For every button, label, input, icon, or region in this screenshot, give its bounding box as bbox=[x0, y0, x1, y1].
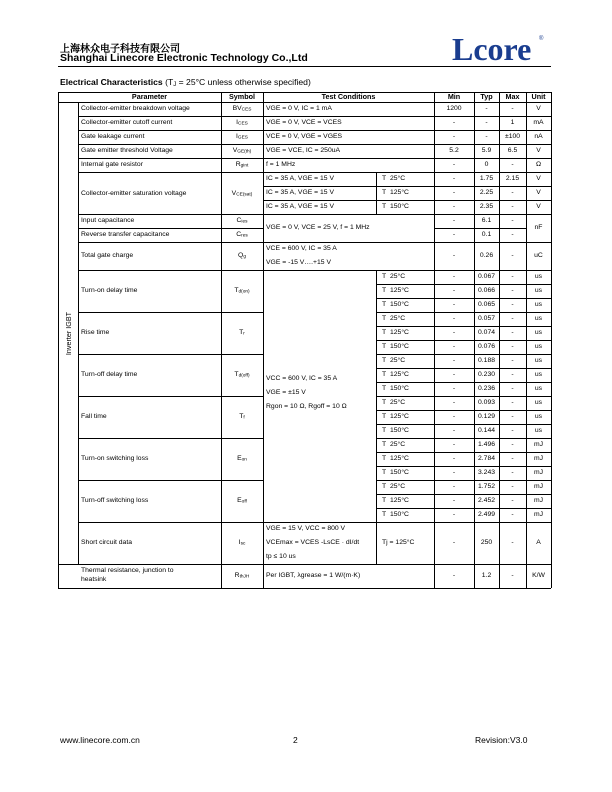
min-3: 5.2 bbox=[449, 147, 459, 154]
unit-3: V bbox=[536, 147, 541, 154]
switching-tj-label-1-2: T bbox=[382, 343, 387, 350]
table-rule-h bbox=[78, 116, 551, 117]
switching-max-3-2: - bbox=[511, 427, 514, 434]
table-rule-h bbox=[376, 438, 551, 439]
switching-unit-4-1: mJ bbox=[533, 455, 544, 462]
switching-tj-label-5-1: T bbox=[382, 497, 387, 504]
column-header-symbol: Symbol bbox=[229, 92, 255, 101]
switching-min-3-2: - bbox=[452, 427, 456, 434]
switching-typ-5-1: 2.452 bbox=[477, 497, 496, 504]
switching-unit-2-1: us bbox=[534, 371, 543, 378]
thermal-condition: Per IGBT, λgrease = 1 W/(m·K) bbox=[266, 572, 361, 579]
vcesat-typ-2: 2.35 bbox=[479, 203, 494, 210]
sc-min: - bbox=[452, 539, 456, 546]
switching-max-2-2: - bbox=[511, 385, 514, 392]
cies-min: - bbox=[452, 217, 456, 224]
table-rule-h bbox=[78, 144, 551, 145]
switching-unit-3-1: us bbox=[534, 413, 543, 420]
max-1: 1 bbox=[510, 119, 515, 126]
table-rule-h bbox=[58, 92, 551, 93]
switching-unit-1-1: us bbox=[534, 329, 543, 336]
cres-max: - bbox=[511, 231, 514, 238]
cres-typ: 0.1 bbox=[481, 231, 492, 238]
switching-tj-label-1-0: T bbox=[382, 315, 387, 322]
company-name-chinese: 上海林众电子科技有限公司 bbox=[60, 44, 180, 55]
switching-max-2-1: - bbox=[511, 371, 514, 378]
switching-unit-3-2: us bbox=[534, 427, 543, 434]
switching-unit-0-1: us bbox=[534, 287, 543, 294]
symbol-2: $I_{GES}$ bbox=[236, 133, 248, 141]
switching-unit-5-2: mJ bbox=[533, 511, 544, 518]
table-rule-h bbox=[78, 228, 263, 229]
column-header-min: Min bbox=[447, 92, 461, 101]
column-header-parameter: Parameter bbox=[131, 92, 168, 101]
switching-max-5-0: - bbox=[511, 483, 514, 490]
thermal-unit: K/W bbox=[532, 572, 545, 579]
param-input-capacitance: Input capacitance bbox=[81, 217, 135, 224]
switching-tj-5-0: 25°C bbox=[390, 483, 406, 490]
unit-2: nA bbox=[534, 133, 543, 140]
vcesat-tj-label-0: T bbox=[382, 175, 387, 182]
qg-condition-2: VGE = -15 V….+15 V bbox=[266, 259, 331, 266]
switching-min-1-0: - bbox=[452, 315, 456, 322]
switching-typ-5-0: 1.752 bbox=[477, 483, 496, 490]
min-2: - bbox=[452, 133, 456, 140]
table-rule-h bbox=[78, 438, 263, 439]
qg-max: - bbox=[511, 252, 514, 259]
vcesat-max-2: - bbox=[511, 203, 514, 210]
table-rule-v bbox=[474, 92, 475, 588]
param-4: Internal gate resistor bbox=[81, 161, 143, 168]
min-1: - bbox=[452, 119, 456, 126]
typ-2: - bbox=[485, 133, 488, 140]
vcesat-tj-1: 125°C bbox=[390, 189, 409, 196]
qg-condition-1: VCE = 600 V, IC = 35 A bbox=[266, 245, 337, 252]
switching-typ-5-2: 2.499 bbox=[477, 511, 496, 518]
symbol-cies: $C_{ies}$ bbox=[236, 217, 248, 225]
table-rule-h bbox=[376, 410, 551, 411]
param-thermal-resistance-2: heatsink bbox=[81, 576, 107, 583]
table-rule-h bbox=[58, 564, 551, 565]
switching-typ-1-1: 0.074 bbox=[477, 329, 496, 336]
table-rule-v bbox=[376, 172, 377, 214]
switching-max-0-1: - bbox=[511, 287, 514, 294]
typ-3: 5.9 bbox=[481, 147, 492, 154]
vcesat-max-0: 2.15 bbox=[505, 175, 520, 182]
switching-typ-4-2: 3.243 bbox=[477, 469, 496, 476]
condition-2: VCE = 0 V, VGE = VGES bbox=[266, 133, 343, 140]
table-rule-h bbox=[78, 396, 263, 397]
capacitance-condition: VGE = 0 V, VCE = 25 V, f = 1 MHz bbox=[266, 224, 370, 231]
switching-tj-5-1: 125°C bbox=[390, 497, 409, 504]
switching-tj-0-0: 25°C bbox=[390, 273, 406, 280]
switching-typ-2-0: 0.188 bbox=[477, 357, 496, 364]
switching-typ-3-2: 0.144 bbox=[477, 427, 496, 434]
vcesat-typ-1: 2.25 bbox=[479, 189, 494, 196]
switching-min-4-2: - bbox=[452, 469, 456, 476]
switching-unit-2-2: us bbox=[534, 385, 543, 392]
switching-tj-label-4-2: T bbox=[382, 469, 387, 476]
symbol-isc: $I_{sc}$ bbox=[238, 539, 246, 547]
switching-typ-4-0: 1.496 bbox=[477, 441, 496, 448]
switching-typ-3-0: 0.093 bbox=[477, 399, 496, 406]
switching-tj-label-0-0: T bbox=[382, 273, 387, 280]
symbol-4: $R_{gint}$ bbox=[235, 161, 249, 169]
capacitance-unit: nF bbox=[534, 224, 543, 231]
table-rule-h bbox=[78, 270, 551, 271]
table-rule-h bbox=[78, 158, 551, 159]
switching-tj-0-2: 150°C bbox=[390, 301, 409, 308]
sc-unit: A bbox=[536, 539, 541, 546]
qg-min: - bbox=[452, 252, 456, 259]
switching-condition-1: VCC = 600 V, IC = 35 A bbox=[266, 375, 338, 382]
switching-condition-2: VGE = ±15 V bbox=[266, 389, 306, 396]
cies-max: - bbox=[511, 217, 514, 224]
switching-unit-0-2: us bbox=[534, 301, 543, 308]
param-total-gate-charge: Total gate charge bbox=[81, 252, 134, 259]
sc-condition-1: VGE = 15 V, VCC = 800 V bbox=[266, 525, 346, 532]
vcesat-condition-2: IC = 35 A, VGE = 15 V bbox=[266, 203, 335, 210]
switching-tj-4-1: 125°C bbox=[390, 455, 409, 462]
switching-min-5-1: - bbox=[452, 497, 456, 504]
typ-4: 0 bbox=[484, 161, 489, 168]
thermal-typ: 1.2 bbox=[481, 572, 492, 579]
logo-text: Lcore bbox=[452, 31, 532, 67]
max-2: ±100 bbox=[504, 133, 521, 140]
switching-param-0: Turn-on delay time bbox=[81, 287, 138, 294]
switching-tj-label-1-1: T bbox=[382, 329, 387, 336]
switching-min-0-0: - bbox=[452, 273, 456, 280]
switching-tj-3-0: 25°C bbox=[390, 399, 406, 406]
min-0: 1200 bbox=[446, 105, 462, 112]
linecore-logo bbox=[448, 30, 548, 68]
company-name-english: Shanghai Linecore Electronic Technology Co.,Ltd bbox=[60, 52, 308, 64]
switching-tj-label-3-2: T bbox=[382, 427, 387, 434]
max-0: - bbox=[511, 105, 514, 112]
table-rule-h bbox=[376, 452, 551, 453]
table-rule-h bbox=[78, 242, 551, 243]
thermal-max: - bbox=[511, 572, 514, 579]
vcesat-condition-0: IC = 35 A, VGE = 15 V bbox=[266, 175, 335, 182]
sc-tj: Tj = 125°C bbox=[382, 539, 415, 546]
sc-max: - bbox=[511, 539, 514, 546]
table-rule-v bbox=[263, 92, 264, 588]
switching-tj-1-2: 150°C bbox=[390, 343, 409, 350]
table-rule-h bbox=[78, 130, 551, 131]
vcesat-param: Collector-emitter saturation voltage bbox=[81, 190, 187, 197]
switching-unit-4-2: mJ bbox=[533, 469, 544, 476]
table-rule-h bbox=[376, 298, 551, 299]
table-rule-h bbox=[78, 312, 263, 313]
switching-param-5: Turn-off switching loss bbox=[81, 497, 149, 504]
sc-typ: 250 bbox=[480, 539, 493, 546]
table-rule-v bbox=[78, 102, 79, 564]
table-rule-h bbox=[376, 284, 551, 285]
switching-tj-label-3-1: T bbox=[382, 413, 387, 420]
switching-unit-1-2: us bbox=[534, 343, 543, 350]
switching-max-5-1: - bbox=[511, 497, 514, 504]
switching-unit-1-0: us bbox=[534, 315, 543, 322]
switching-tj-3-1: 125°C bbox=[390, 413, 409, 420]
table-rule-h bbox=[263, 200, 551, 201]
switching-max-5-2: - bbox=[511, 511, 514, 518]
switching-min-3-1: - bbox=[452, 413, 456, 420]
table-rule-h bbox=[376, 396, 551, 397]
switching-param-4: Turn-on switching loss bbox=[81, 455, 149, 462]
switching-tj-2-0: 25°C bbox=[390, 357, 406, 364]
switching-tj-label-5-2: T bbox=[382, 511, 387, 518]
table-rule-h bbox=[376, 312, 551, 313]
symbol-3: $V_{GE(th)}$ bbox=[232, 147, 252, 155]
table-rule-h bbox=[376, 354, 551, 355]
table-rule-h bbox=[58, 102, 551, 103]
table-rule-h bbox=[376, 494, 551, 495]
electrical-characteristics-table bbox=[58, 92, 552, 602]
typ-0: - bbox=[485, 105, 488, 112]
table-rule-v bbox=[434, 92, 435, 588]
condition-0: VGE = 0 V, IC = 1 mA bbox=[266, 105, 332, 112]
switching-unit-3-0: us bbox=[534, 399, 543, 406]
switching-tj-label-2-2: T bbox=[382, 385, 387, 392]
footer-page-number: 2 bbox=[293, 735, 298, 745]
switching-min-4-0: - bbox=[452, 441, 456, 448]
switching-unit-5-0: mJ bbox=[533, 483, 544, 490]
switching-tj-2-2: 150°C bbox=[390, 385, 409, 392]
switching-min-2-2: - bbox=[452, 385, 456, 392]
symbol-0: $BV_{CES}$ bbox=[232, 105, 252, 113]
table-rule-h bbox=[376, 508, 551, 509]
vcesat-tj-label-2: T bbox=[382, 203, 387, 210]
table-rule-h bbox=[376, 326, 551, 327]
switching-tj-0-1: 125°C bbox=[390, 287, 409, 294]
switching-max-1-2: - bbox=[511, 343, 514, 350]
table-rule-h bbox=[78, 354, 263, 355]
qg-unit: uC bbox=[534, 252, 543, 259]
table-rule-v bbox=[376, 522, 377, 564]
table-rule-h bbox=[376, 382, 551, 383]
max-3: 6.5 bbox=[507, 147, 518, 154]
symbol-rthjh: $R_{thJH}$ bbox=[234, 572, 250, 580]
column-header-max: Max bbox=[505, 92, 520, 101]
switching-min-0-1: - bbox=[452, 287, 456, 294]
thermal-min: - bbox=[452, 572, 456, 579]
table-rule-h bbox=[376, 480, 551, 481]
switching-tj-1-0: 25°C bbox=[390, 315, 406, 322]
cres-min: - bbox=[452, 231, 456, 238]
vcesat-condition-1: IC = 35 A, VGE = 15 V bbox=[266, 189, 335, 196]
table-rule-v bbox=[58, 92, 59, 588]
switching-typ-3-1: 0.129 bbox=[477, 413, 496, 420]
switching-typ-0-0: 0.067 bbox=[477, 273, 496, 280]
symbol-1: $I_{CES}$ bbox=[236, 119, 248, 127]
sc-condition-2: VCEmax = VCES -LsCE · dI/dt bbox=[266, 539, 360, 546]
param-3: Gate emitter threshold Voltage bbox=[81, 147, 173, 154]
vcesat-unit-0: V bbox=[536, 175, 541, 182]
switching-symbol-1: $T_r$ bbox=[239, 329, 245, 337]
switching-tj-2-1: 125°C bbox=[390, 371, 409, 378]
switching-max-2-0: - bbox=[511, 357, 514, 364]
switching-symbol-3: $T_f$ bbox=[239, 413, 245, 421]
switching-min-3-0: - bbox=[452, 399, 456, 406]
table-rule-v bbox=[376, 270, 377, 522]
param-0: Collector-emitter breakdown voltage bbox=[81, 105, 190, 112]
column-header-test-conditions: Test Conditions bbox=[321, 92, 376, 101]
switching-max-1-0: - bbox=[511, 315, 514, 322]
switching-unit-2-0: us bbox=[534, 357, 543, 364]
column-header-unit: Unit bbox=[531, 92, 546, 101]
header-rule bbox=[58, 66, 551, 67]
table-rule-h bbox=[376, 340, 551, 341]
switching-tj-4-2: 150°C bbox=[390, 469, 409, 476]
table-rule-v bbox=[526, 92, 527, 588]
unit-1: mA bbox=[533, 119, 544, 126]
table-rule-h bbox=[376, 368, 551, 369]
typ-1: - bbox=[485, 119, 488, 126]
switching-unit-4-0: mJ bbox=[533, 441, 544, 448]
switching-param-1: Rise time bbox=[81, 329, 110, 336]
param-thermal-resistance-1: Thermal resistance, junction to bbox=[81, 567, 174, 574]
switching-tj-label-4-1: T bbox=[382, 455, 387, 462]
table-rule-v bbox=[551, 92, 552, 588]
switching-min-4-1: - bbox=[452, 455, 456, 462]
vcesat-tj-2: 150°C bbox=[390, 203, 409, 210]
vcesat-tj-0: 25°C bbox=[390, 175, 406, 182]
max-4: - bbox=[511, 161, 514, 168]
group-label-inverter-igbt: Inverter IGBT bbox=[63, 311, 73, 355]
switching-tj-3-2: 150°C bbox=[390, 427, 409, 434]
unit-0: V bbox=[536, 105, 541, 112]
switching-min-0-2: - bbox=[452, 301, 456, 308]
vcesat-min-1: - bbox=[452, 189, 456, 196]
table-rule-h bbox=[376, 424, 551, 425]
param-short-circuit: Short circuit data bbox=[81, 539, 132, 546]
column-header-typ: Typ bbox=[480, 92, 493, 101]
switching-tj-label-3-0: T bbox=[382, 399, 387, 406]
footer-revision: Revision:V3.0 bbox=[475, 735, 528, 745]
switching-unit-5-1: mJ bbox=[533, 497, 544, 504]
switching-unit-0-0: us bbox=[534, 273, 543, 280]
vcesat-typ-0: 1.75 bbox=[479, 175, 494, 182]
param-2: Gate leakage current bbox=[81, 133, 145, 140]
switching-typ-1-2: 0.076 bbox=[477, 343, 496, 350]
switching-tj-label-2-1: T bbox=[382, 371, 387, 378]
switching-max-4-2: - bbox=[511, 469, 514, 476]
switching-param-3: Fall time bbox=[81, 413, 107, 420]
condition-3: VGE = VCE, IC = 250uA bbox=[266, 147, 341, 154]
vcesat-max-1: - bbox=[511, 189, 514, 196]
switching-typ-1-0: 0.057 bbox=[477, 315, 496, 322]
vcesat-unit-2: V bbox=[536, 203, 541, 210]
switching-tj-5-2: 150°C bbox=[390, 511, 409, 518]
switching-min-2-1: - bbox=[452, 371, 456, 378]
table-rule-h bbox=[78, 480, 263, 481]
switching-max-4-0: - bbox=[511, 441, 514, 448]
switching-min-5-2: - bbox=[452, 511, 456, 518]
switching-tj-4-0: 25°C bbox=[390, 441, 406, 448]
logo-registered-mark: ® bbox=[539, 36, 544, 42]
condition-4: f = 1 MHz bbox=[266, 161, 296, 168]
switching-max-0-0: - bbox=[511, 273, 514, 280]
switching-typ-2-1: 0.230 bbox=[477, 371, 496, 378]
symbol-cres: $C_{res}$ bbox=[236, 231, 248, 239]
vcesat-unit-1: V bbox=[536, 189, 541, 196]
switching-min-2-0: - bbox=[452, 357, 456, 364]
unit-4: Ω bbox=[535, 161, 542, 168]
switching-typ-2-2: 0.236 bbox=[477, 385, 496, 392]
condition-1: VGE = 0 V, VCE = VCES bbox=[266, 119, 342, 126]
qg-typ: 0.26 bbox=[479, 252, 494, 259]
switching-max-3-1: - bbox=[511, 413, 514, 420]
switching-tj-label-4-0: T bbox=[382, 441, 387, 448]
switching-max-0-2: - bbox=[511, 301, 514, 308]
switching-max-1-1: - bbox=[511, 329, 514, 336]
switching-tj-label-0-2: T bbox=[382, 301, 387, 308]
table-rule-h bbox=[78, 214, 551, 215]
min-4: - bbox=[452, 161, 456, 168]
param-1: Collector-emitter cutoff current bbox=[81, 119, 173, 126]
switching-typ-0-1: 0.066 bbox=[477, 287, 496, 294]
cies-typ: 6.1 bbox=[481, 217, 492, 224]
vcesat-min-0: - bbox=[452, 175, 456, 182]
switching-symbol-2: $T_{d(off)}$ bbox=[234, 371, 250, 379]
switching-max-4-1: - bbox=[511, 455, 514, 462]
switching-min-5-0: - bbox=[452, 483, 456, 490]
switching-tj-label-5-0: T bbox=[382, 483, 387, 490]
switching-symbol-0: $T_{d(on)}$ bbox=[234, 287, 250, 295]
switching-typ-0-2: 0.065 bbox=[477, 301, 496, 308]
param-reverse-transfer-capacitance: Reverse transfer capacitance bbox=[81, 231, 170, 238]
table-rule-v bbox=[499, 92, 500, 588]
switching-symbol-5: $E_{off}$ bbox=[237, 497, 247, 505]
table-rule-h bbox=[263, 186, 551, 187]
table-rule-h bbox=[78, 522, 551, 523]
vcesat-tj-label-1: T bbox=[382, 189, 387, 196]
switching-param-2: Turn-off delay time bbox=[81, 371, 138, 378]
switching-typ-4-1: 2.784 bbox=[477, 455, 496, 462]
table-rule-h bbox=[78, 172, 551, 173]
switching-tj-label-0-1: T bbox=[382, 287, 387, 294]
vcesat-symbol: $V_{CE(sat)}$ bbox=[231, 190, 253, 198]
footer-website: www.linecore.com.cn bbox=[60, 735, 140, 745]
table-rule-v bbox=[221, 92, 222, 588]
switching-min-1-1: - bbox=[452, 329, 456, 336]
table-rule-h bbox=[434, 228, 526, 229]
sc-condition-3: tp ≤ 10 us bbox=[266, 553, 296, 560]
switching-symbol-4: $E_{on}$ bbox=[237, 455, 247, 463]
section-title: Electrical Characteristics ($T_J = 25^\circ C$ unless otherwise specified) bbox=[60, 77, 311, 88]
table-rule-h bbox=[376, 466, 551, 467]
switching-condition-3: Rgon = 10 Ω, Rgoff = 10 Ω bbox=[266, 403, 347, 410]
switching-max-3-0: - bbox=[511, 399, 514, 406]
switching-tj-1-1: 125°C bbox=[390, 329, 409, 336]
switching-min-1-2: - bbox=[452, 343, 456, 350]
symbol-qg: $Q_g$ bbox=[238, 252, 246, 260]
switching-tj-label-2-0: T bbox=[382, 357, 387, 364]
table-rule-h bbox=[58, 588, 551, 589]
vcesat-min-2: - bbox=[452, 203, 456, 210]
